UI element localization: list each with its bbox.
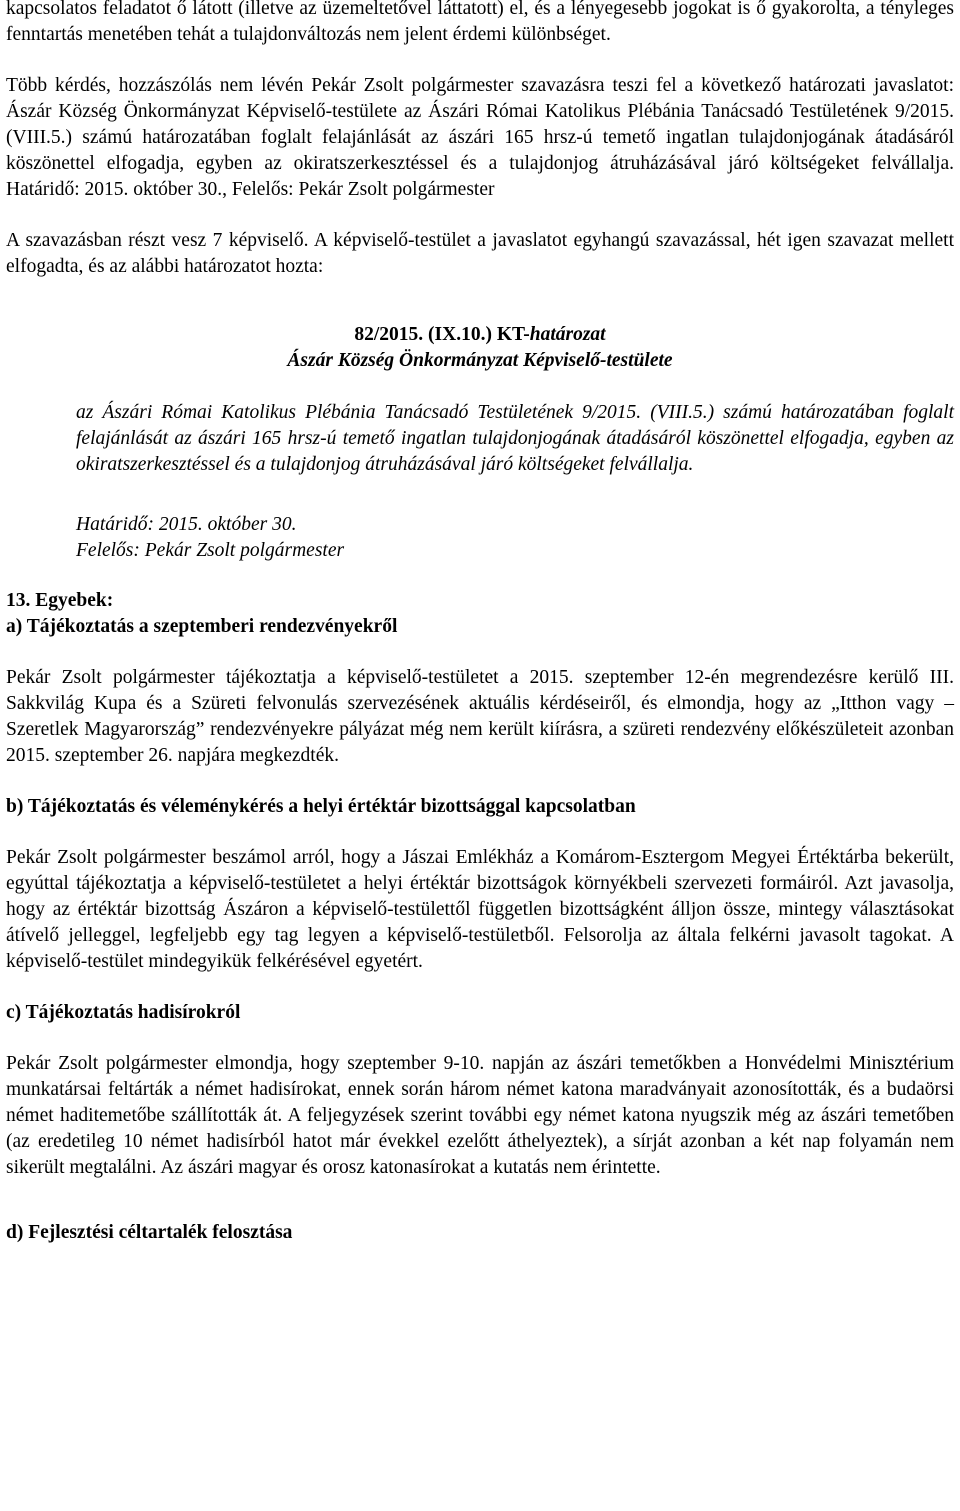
section-b-text: Pekár Zsolt polgármester beszámol arról, hogy a Jászai Emlékház a Komárom-Esztergom Megyei Értéktárba bekerült, egyúttal tájékoztatja a képviselő-testületet a helyi értéktár bizottságok környékbeli szervezeti formáiról. Azt javasolja, hogy az értéktár bizottság Ászáron a képviselő-testülettől független bizottságként álljon össze, mintegy választásokat átívelő jelleggel, legfeljebb egy tag legyen a képviselő-testületből. Felsorolja az általa felkérni javasolt tagokat. A képviselő-testület mindegyikük felkérésével egyetért. [6, 847, 954, 972]
resolution-body: Ászár Község Önkormányzat Képviselő-testülete [287, 350, 673, 371]
resolution-deadline: Határidő: 2015. október 30. [76, 514, 297, 535]
section-a-text: Pekár Zsolt polgármester tájékoztatja a képviselő-testületet a 2015. szeptember 12-én megrendezésre kerülő III. Sakkvilág Kupa és a Szüreti felvonulás szervezésének aktuális kérdéseiről, és elmondja, hogy az „Itthon vagy – Szeretlek Magyarország” rendezvényekre pályázat még nem került kiírásra, a szüreti rendezvény előkészületeit azonban 2015. szeptember 26. napjára megkezdték. [6, 667, 954, 766]
vote-result-paragraph: A szavazásban részt vesz 7 képviselő. A képviselő-testület a javaslatot egyhangú szavazással, hét igen szavazat mellett elfogadta, és az alábbi határozatot hozta: [6, 230, 954, 277]
resolution-text: az Ászári Római Katolikus Plébánia Tanácsadó Testületének 9/2015. (VIII.5.) számú határozatában foglalt felajánlását az ászári 165 hrsz-ú temető ingatlan tulajdonjogának átadásáról köszönettel elfogadja, egyben az okiratszerkesztéssel és a tulajdonjog átruházásával járó költségeket felvállalja. [76, 402, 954, 475]
resolution-number: 82/2015. (IX.10.) KT-határozat [354, 324, 606, 345]
document-page [6, 0, 954, 1246]
section-c-heading: c) Tájékoztatás hadisírokról [6, 1002, 241, 1023]
vote-intro-paragraph: Több kérdés, hozzászólás nem lévén Pekár Zsolt polgármester szavazásra teszi fel a következő határozati javaslatot: Ászár Község Önkormányzat Képviselő-testülete az Ászári Római Katolikus Plébánia Tanácsadó Testületének 9/2015. (VIII.5.) számú határozatában foglalt felajánlását az ászári 165 hrsz-ú temető ingatlan tulajdonjogának átadásáról köszönettel elfogadja, egyben az okiratszerkesztéssel és a tulajdonjog átruházásával járó költségeket felvállalja. Határidő: 2015. október 30., Felelős: Pekár Zsolt polgármester [6, 75, 954, 200]
resolution-responsible: Felelős: Pekár Zsolt polgármester [76, 540, 345, 561]
section-13-heading: 13. Egyebek: [6, 590, 114, 611]
intro-paragraph: kapcsolatos feladatot ő látott (illetve az üzemeltetővel láttatott) el, és a lényegesebb jogokat is ő gyakorolta, a tényleges fenntartás menetében tehát a tulajdonváltozás nem jelent érdemi különbséget. [6, 0, 954, 45]
section-d-heading: d) Fejlesztési céltartalék felosztása [6, 1222, 293, 1243]
section-b-heading: b) Tájékoztatás és véleménykérés a helyi értéktár bizottsággal kapcsolatban [6, 796, 636, 817]
section-a-heading: a) Tájékoztatás a szeptemberi rendezvényekről [6, 616, 398, 637]
section-c-text: Pekár Zsolt polgármester elmondja, hogy szeptember 9-10. napján az ászári temetőkben a Honvédelmi Minisztérium munkatársai feltárták a német hadisírokat, ennek során három német katona maradványait azonosították, és a budaörsi német haditemetőbe szállították át. A feljegyzések szerint további egy német katona nyugszik még az ászári temetőben (az eredetileg 10 német hadisírból hatot már évekkel ezelőtt áthelyeztek), a sírját azonban a két nap folyamán nem sikerült megtalálni. Az ászári magyar és orosz katonasírokat a kutatás nem érintette. [6, 1053, 954, 1178]
